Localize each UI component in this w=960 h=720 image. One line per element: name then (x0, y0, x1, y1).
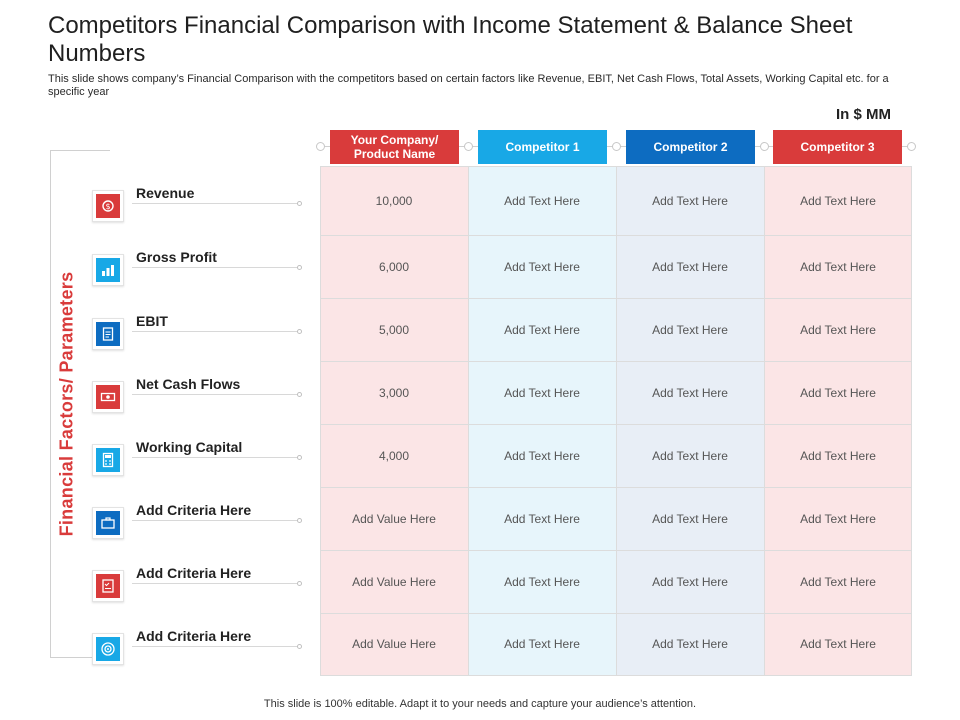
row-divider (320, 298, 912, 299)
parameter-label: Net Cash Flows (136, 376, 241, 392)
table-cell: Add Text Here (504, 260, 580, 274)
divider (132, 331, 298, 332)
checklist-icon (92, 570, 124, 602)
table-cell: Add Text Here (800, 194, 876, 208)
divider (132, 520, 298, 521)
divider (132, 267, 298, 268)
connector-dot (297, 265, 302, 270)
briefcase-icon (92, 507, 124, 539)
table-cell: Add Text Here (652, 512, 728, 526)
connector-dot (297, 392, 302, 397)
table-cell: Add Text Here (652, 260, 728, 274)
table-cell: Add Text Here (800, 637, 876, 651)
table-cell: Add Text Here (504, 386, 580, 400)
connector-dot (907, 142, 916, 151)
parameter-item (92, 628, 304, 673)
parameter-label: Working Capital (136, 439, 243, 455)
table-cell: Add Value Here (352, 512, 436, 526)
table-cell: Add Text Here (800, 323, 876, 337)
table-cell: Add Text Here (504, 449, 580, 463)
divider (132, 583, 298, 584)
table-cell: Add Text Here (800, 512, 876, 526)
connector-dot (297, 518, 302, 523)
table-cell: 6,000 (378, 260, 410, 274)
table-cell: Add Text Here (652, 637, 728, 651)
table-cell: Add Value Here (352, 637, 436, 651)
row-divider (320, 550, 912, 551)
table-cell: Add Text Here (652, 323, 728, 337)
parameter-item (92, 313, 304, 358)
parameter-label: Add Criteria Here (136, 628, 252, 644)
table-cell: Add Text Here (652, 449, 728, 463)
divider (132, 457, 298, 458)
parameter-item (92, 376, 304, 421)
document-icon (92, 318, 124, 350)
column-header-competitor-3: Competitor 3 (773, 130, 902, 164)
cash-icon (92, 381, 124, 413)
connector-dot (297, 201, 302, 206)
table-cell: 5,000 (378, 323, 410, 337)
svg-text:$: $ (105, 202, 111, 211)
connector-dot (297, 581, 302, 586)
connector-dot (464, 142, 473, 151)
table-cell: Add Text Here (800, 575, 876, 589)
table-cell: Add Text Here (652, 386, 728, 400)
parameter-item (92, 439, 304, 484)
table-cell: Add Text Here (800, 386, 876, 400)
target-icon (92, 633, 124, 665)
table-cell: Add Text Here (652, 575, 728, 589)
table-cell: 4,000 (378, 449, 410, 463)
table-cell: Add Text Here (504, 512, 580, 526)
parameter-label: EBIT (136, 313, 168, 329)
column-divider (468, 166, 469, 676)
table-cell: Add Text Here (800, 260, 876, 274)
side-label: Financial Factors/ Parameters (56, 271, 77, 537)
table-cell: Add Text Here (504, 575, 580, 589)
row-divider (320, 487, 912, 488)
parameter-label: Gross Profit (136, 249, 217, 265)
column-divider (616, 166, 617, 676)
table-cell: 10,000 (375, 194, 413, 208)
table-cell: Add Text Here (504, 637, 580, 651)
connector-dot (297, 644, 302, 649)
parameter-label: Add Criteria Here (136, 565, 252, 581)
connector-dot (612, 142, 621, 151)
table-cell: 3,000 (378, 386, 410, 400)
divider (132, 394, 298, 395)
divider (132, 203, 298, 204)
column-divider (764, 166, 765, 676)
column-header-competitor-1: Competitor 1 (478, 130, 607, 164)
table-cell: Add Text Here (800, 449, 876, 463)
connector-dot (297, 329, 302, 334)
row-divider (320, 613, 912, 614)
footer-note: This slide is 100% editable. Adapt it to your needs and capture your audience’s attention. (263, 698, 697, 710)
parameter-item (92, 185, 304, 230)
column-header-your-company: Your Company/ Product Name (330, 130, 459, 164)
table-cell: Add Text Here (652, 194, 728, 208)
divider (132, 646, 298, 647)
page-title: Competitors Financial Comparison with Income Statement & Balance Sheet Numbers (48, 12, 853, 67)
page-subtitle: This slide shows company’s Financial Comparison with the competitors based on certain factors like Revenue, EBIT, Net Cash Flows, Total Assets, Working Capital etc. for a specific year (48, 73, 889, 98)
table-cell: Add Value Here (352, 575, 436, 589)
row-divider (320, 235, 912, 236)
row-divider (320, 361, 912, 362)
row-divider (320, 424, 912, 425)
connector-dot (760, 142, 769, 151)
chart-icon (92, 254, 124, 286)
unit-label: In $ MM (836, 106, 891, 123)
parameter-item (92, 249, 304, 294)
parameter-label: Add Criteria Here (136, 502, 252, 518)
parameter-item (92, 565, 304, 610)
table-cell: Add Text Here (504, 194, 580, 208)
calculator-icon (92, 444, 124, 476)
connector-dot (316, 142, 325, 151)
parameter-label: Revenue (136, 185, 195, 201)
parameter-item (92, 502, 304, 547)
revenue-icon (92, 190, 124, 222)
column-header-competitor-2: Competitor 2 (626, 130, 755, 164)
connector-dot (297, 455, 302, 460)
table-cell: Add Text Here (504, 323, 580, 337)
